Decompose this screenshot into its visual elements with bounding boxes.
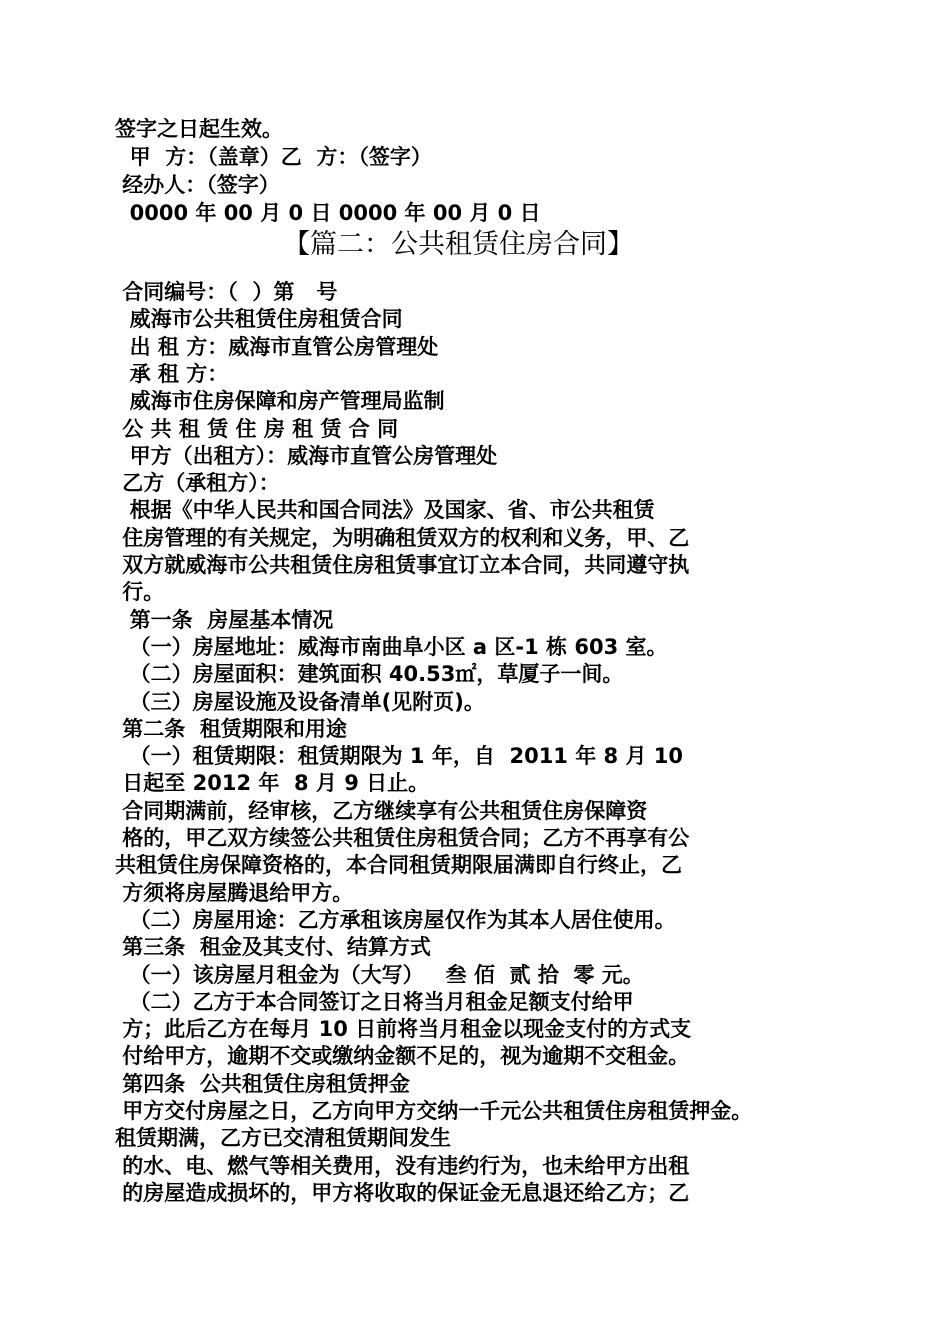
text-line: （三）房屋设施及设备清单(见附页)。 <box>115 690 485 714</box>
text-line: 根据《中华人民共和国合同法》及国家、省、市公共租赁 <box>115 498 655 522</box>
text-line: （一）租赁期限：租赁期限为 1 年，自 2011 年 8 月 10 <box>115 744 684 768</box>
text-line: 付给甲方，逾期不交或缴纳金额不足的，视为逾期不交租金。 <box>115 1044 690 1068</box>
text-line: 第一条 房屋基本情况 <box>115 608 334 632</box>
text-line: 第二条 租赁期限和用途 <box>115 717 347 741</box>
text-line: 双方就威海市公共租赁住房租赁事宜订立本合同，共同遵守执 <box>115 553 690 577</box>
text-line: 格的，甲乙双方续签公共租赁住房租赁合同；乙方不再享有公 <box>115 826 690 850</box>
text-line: 合同期满前，经审核，乙方继续享有公共租赁住房保障资 <box>115 799 648 823</box>
text-line: 的房屋造成损坏的，甲方将收取的保证金无息退还给乙方；乙 <box>115 1181 690 1205</box>
text-line: 甲 方：（盖章）乙 方：（签字） <box>115 145 432 169</box>
text-line: 住房管理的有关规定，为明确租赁双方的权利和义务，甲、乙 <box>115 526 690 550</box>
text-line: 威海市公共租赁住房租赁合同 <box>115 307 403 331</box>
text-line: 签字之日起生效。 <box>115 117 283 141</box>
text-line: 行。 <box>115 580 165 604</box>
text-line: （一）该房屋月租金为（大写） 叁 佰 贰 拾 零 元。 <box>115 963 644 987</box>
text-line: （一）房屋地址：威海市南曲阜小区 a 区-1 栋 603 室。 <box>115 635 668 659</box>
text-line: 日起至 2012 年 8 月 9 日止。 <box>115 771 430 795</box>
section-heading: 【篇二：公共租赁住房合同】 <box>283 229 634 260</box>
text-line: 乙方（承租方）： <box>115 471 280 495</box>
text-line: 第四条 公共租赁住房租赁押金 <box>115 1072 410 1096</box>
text-line: （二）房屋面积：建筑面积 40.53㎡，草厦子一间。 <box>115 662 624 686</box>
text-line: 合同编号：（ ）第 号 <box>115 280 338 304</box>
text-line: 甲方（出租方）：威海市直管公房管理处 <box>115 444 498 468</box>
text-line: 经办人：（签字） <box>115 173 280 197</box>
text-line: 承 租 方： <box>115 362 229 386</box>
text-line: 方；此后乙方在每月 10 日前将当月租金以现金支付的方式支 <box>115 1017 692 1041</box>
text-line: 出 租 方：威海市直管公房管理处 <box>115 335 439 359</box>
text-line: 甲方交付房屋之日，乙方向甲方交纳一千元公共租赁住房租赁押金。 <box>115 1099 753 1123</box>
text-line: 0000 年 00 月 0 日 0000 年 00 月 0 日 <box>115 201 541 225</box>
text-line: 第三条 租金及其支付、结算方式 <box>115 935 431 959</box>
text-line: 的水、电、燃气等相关费用，没有违约行为，也未给甲方出租 <box>115 1154 690 1178</box>
text-line: 威海市住房保障和房产管理局监制 <box>115 389 445 413</box>
text-line: 方须将房屋腾退给甲方。 <box>115 881 354 905</box>
text-line: 共租赁住房保障资格的，本合同租赁期限届满即自行终止，乙 <box>115 853 682 877</box>
text-line: （二）房屋用途：乙方承租该房屋仅作为其本人居住使用。 <box>115 908 676 932</box>
text-line: 租赁期满，乙方已交清租赁期间发生 <box>115 1126 451 1150</box>
text-line: 公 共 租 赁 住 房 租 赁 合 同 <box>115 417 399 441</box>
text-line: （二）乙方于本合同签订之日将当月租金足额支付给甲 <box>115 990 634 1014</box>
